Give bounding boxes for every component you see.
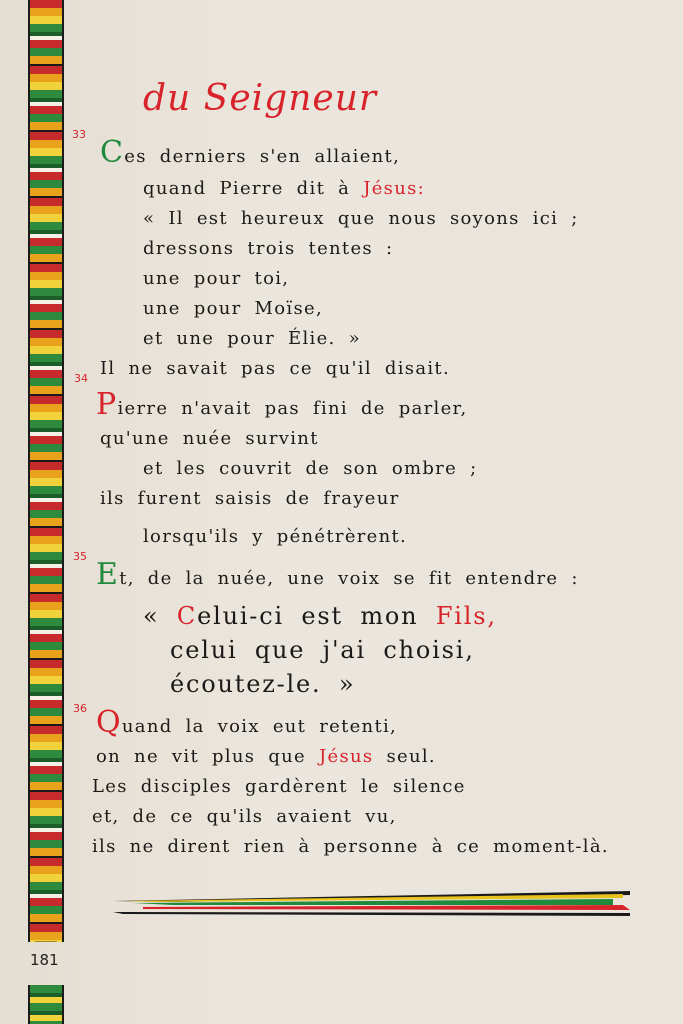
jesus-name: Jésus bbox=[363, 178, 418, 199]
verse-33-line-1 bbox=[100, 135, 401, 170]
rule-bottom-stroke bbox=[113, 912, 630, 916]
verse-34-text: ierre n'avait pas fini de parler, bbox=[117, 398, 468, 419]
verse-35-line-1 bbox=[96, 557, 579, 592]
verse-36-text: seul. bbox=[373, 746, 436, 767]
verse-33-line-3: « Il est heureux que nous soyons ici ; bbox=[143, 208, 579, 229]
verse-33-line-2 bbox=[143, 178, 425, 199]
verse-35-text: elui-ci est mon bbox=[197, 602, 436, 630]
verse-33-text: quand Pierre dit à bbox=[143, 178, 364, 199]
page-title: du Seigneur bbox=[143, 78, 378, 119]
verse-number-33: 33 bbox=[72, 128, 86, 141]
verse-35-line-2 bbox=[143, 602, 497, 630]
verse-36-line-5: ils ne dirent rien à personne à ce moment-là. bbox=[92, 836, 609, 857]
verse-number-34: 34 bbox=[74, 372, 88, 385]
verse-36-line-4: et, de ce qu'ils avaient vu, bbox=[92, 806, 397, 827]
verse-34-line-5: lorsqu'ils y pénétrèrent. bbox=[143, 526, 408, 547]
verse-33-text: es derniers s'en allaient, bbox=[124, 146, 401, 167]
verse-34-line-3: et les couvrit de son ombre ; bbox=[143, 458, 478, 479]
drop-cap-p: P bbox=[96, 387, 118, 422]
verse-34-line-4: ils furent saisis de frayeur bbox=[100, 488, 400, 509]
verse-36-text: uand la voix eut retenti, bbox=[121, 716, 398, 737]
verse-33-line-8: Il ne savait pas ce qu'il disait. bbox=[100, 358, 450, 379]
verse-number-36: 36 bbox=[73, 702, 87, 715]
decorative-rule bbox=[113, 888, 630, 918]
verse-34-line-2: qu'une nuée survint bbox=[100, 428, 319, 449]
drop-cap-q: Q bbox=[96, 705, 122, 740]
comma: , bbox=[487, 602, 497, 630]
quote-open: « bbox=[143, 602, 177, 630]
verse-35-text: t, de la nuée, une voix se fit entendre : bbox=[119, 568, 579, 589]
verse-33-line-6: une pour Moïse, bbox=[143, 298, 323, 319]
jesus-name: Jésus bbox=[319, 746, 374, 767]
colon: : bbox=[417, 178, 425, 199]
verse-33-line-7: et une pour Élie. » bbox=[143, 328, 361, 349]
verse-36-line-2 bbox=[96, 746, 436, 767]
verse-35-line-3: celui que j'ai choisi, bbox=[170, 636, 475, 664]
page-number: 181 bbox=[30, 951, 59, 969]
verse-36-line-3: Les disciples gardèrent le silence bbox=[92, 776, 466, 797]
verse-33-line-5: une pour toi, bbox=[143, 268, 290, 289]
verse-33-line-4: dressons trois tentes : bbox=[143, 238, 394, 259]
verse-36-line-1 bbox=[96, 705, 398, 740]
drop-cap-e: E bbox=[96, 557, 120, 592]
drop-cap-c-red: C bbox=[176, 602, 198, 630]
decorative-border-bottom bbox=[28, 985, 64, 1024]
verse-34-line-1 bbox=[96, 387, 468, 422]
fils-word: Fils bbox=[435, 602, 488, 630]
verse-36-text: on ne vit plus que bbox=[96, 746, 320, 767]
decorative-border bbox=[28, 0, 64, 942]
verse-35-line-4: écoutez-le. » bbox=[170, 670, 356, 698]
verse-number-35: 35 bbox=[73, 550, 87, 563]
drop-cap-c: C bbox=[100, 135, 125, 170]
rule-red bbox=[143, 905, 630, 910]
